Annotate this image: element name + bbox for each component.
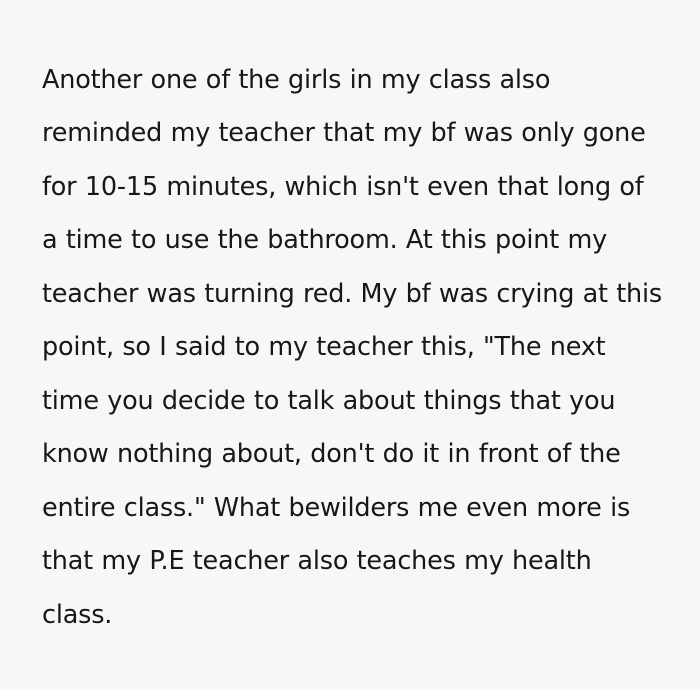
story-body-text: Another one of the girls in my class also reminded my teacher that my bf was only gone for 10-15 minutes, which isn't even that long of a time to use the bathroom. At this point my teacher was turning red. My bf was crying at this point, so I said to my teacher this, "The next time you decide to talk about things that you know nothing about, don't do it in front of the entire class." What bewilders me even more is that my P.E teacher also teaches my health class. [42,64,671,630]
